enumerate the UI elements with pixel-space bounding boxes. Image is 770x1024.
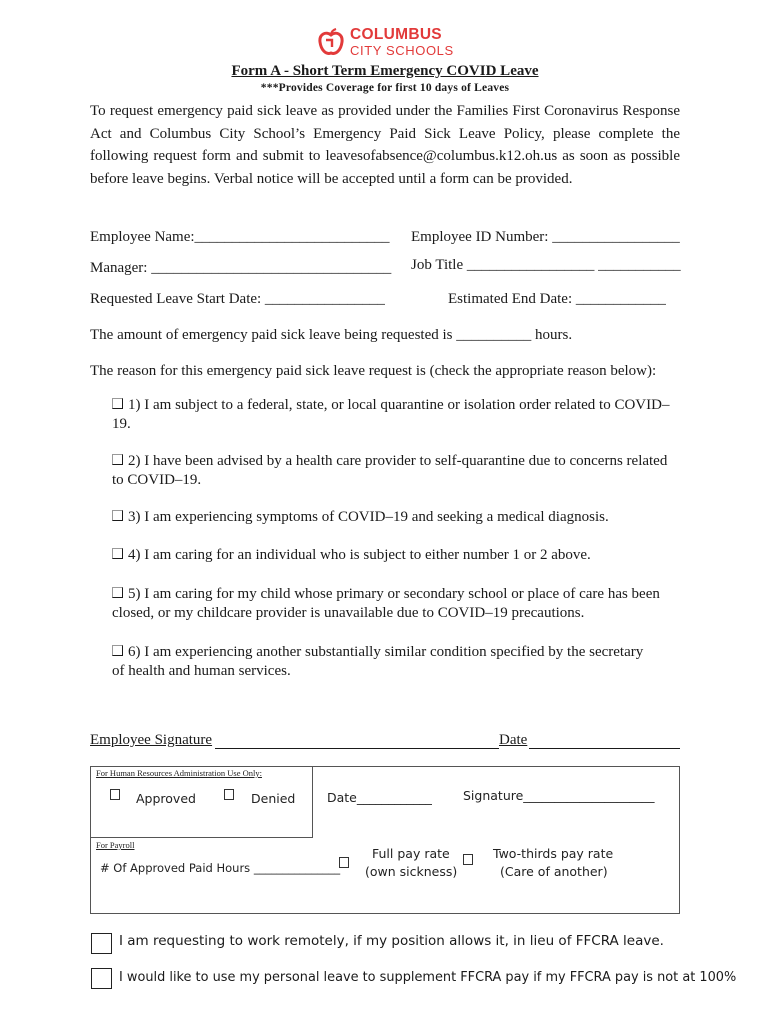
approved-hours-field[interactable]: # Of Approved Paid Hours _______________	[100, 861, 341, 875]
personal-leave-label: I would like to use my personal leave to supplement FFCRA pay if my FFCRA pay is not at 100%	[119, 970, 737, 985]
leave-amount-field[interactable]: The amount of emergency paid sick leave being requested is __________ hours.	[90, 327, 573, 343]
two-thirds-label-2: (Care of another)	[500, 864, 608, 879]
full-pay-checkbox[interactable]	[339, 857, 349, 868]
hr-signature-field[interactable]: Signature_____________________	[463, 788, 655, 803]
hr-divider-vertical	[312, 766, 313, 838]
reason-option-1[interactable]	[90, 396, 682, 434]
full-pay-label-1: Full pay rate	[372, 846, 450, 861]
form-title: Form A - Short Term Emergency COVID Leave	[231, 63, 539, 79]
date-label: Date	[499, 732, 528, 748]
reason-1-line2: 19.	[112, 416, 131, 432]
hr-heading: For Human Resources Administration Use Only:	[96, 768, 262, 778]
signature-underline	[215, 748, 499, 749]
logo-line2: CITY SCHOOLS	[350, 42, 454, 58]
reason-intro: The reason for this emergency paid sick leave request is (check the appropriate reason below):	[90, 363, 657, 379]
checkbox-icon[interactable]	[112, 398, 123, 409]
manager-field[interactable]: Manager: ________________________________	[90, 260, 392, 276]
reason-option-4[interactable]	[90, 546, 682, 565]
two-thirds-label-1: Two-thirds pay rate	[493, 846, 614, 861]
logo-line1: COLUMBUS	[350, 26, 442, 44]
employee-name-field[interactable]: Employee Name:__________________________	[90, 229, 390, 245]
estimated-end-date-field[interactable]: Estimated End Date: ____________	[448, 291, 666, 307]
checkbox-icon[interactable]	[112, 548, 123, 559]
reason-6-line2: of health and human services.	[112, 663, 291, 679]
remote-work-label: I am requesting to work remotely, if my position allows it, in lieu of FFCRA leave.	[119, 933, 664, 949]
remote-work-checkbox[interactable]	[91, 933, 112, 954]
reason-option-2[interactable]	[90, 452, 682, 490]
checkbox-icon[interactable]	[112, 587, 123, 598]
reason-option-3[interactable]	[90, 508, 682, 527]
checkbox-icon[interactable]	[112, 645, 123, 656]
employee-signature-row[interactable]	[90, 732, 682, 752]
denied-label: Denied	[251, 791, 296, 806]
hr-date-field[interactable]: Date____________	[327, 790, 432, 805]
two-thirds-pay-checkbox[interactable]	[463, 854, 473, 865]
reason-option-5[interactable]	[90, 585, 682, 623]
payroll-heading: For Payroll	[96, 840, 135, 850]
reason-2-line1: 2) I have been advised by a health care provider to self-quarantine due to concerns related	[128, 453, 668, 469]
date-underline	[529, 748, 680, 749]
denied-checkbox[interactable]	[224, 789, 234, 800]
reason-2-line2: to COVID–19.	[112, 472, 202, 488]
personal-leave-checkbox[interactable]	[91, 968, 112, 989]
full-pay-label-2: (own sickness)	[365, 864, 458, 879]
employee-signature-label: Employee Signature	[90, 732, 213, 748]
reason-4-line1: 4) I am caring for an individual who is subject to either number 1 or 2 above.	[128, 547, 591, 563]
approved-label: Approved	[136, 791, 196, 806]
reason-3-line1: 3) I am experiencing symptoms of COVID–19 and seeking a medical diagnosis.	[128, 509, 609, 525]
employee-id-field[interactable]: Employee ID Number: _________________	[411, 229, 680, 245]
reason-5-line1: 5) I am caring for my child whose primary or secondary school or place of care has been	[128, 586, 660, 602]
job-title-field[interactable]: Job Title _________________ ___________	[411, 257, 681, 273]
apple-logo-icon	[318, 28, 344, 56]
reason-6-line1: 6) I am experiencing another substantially similar condition specified by the secretary	[128, 644, 644, 660]
approved-checkbox[interactable]	[110, 789, 120, 800]
columbus-city-schools-logo	[318, 27, 454, 57]
intro-paragraph: To request emergency paid sick leave as provided under the Families First Coronavirus Response Act and Columbus City School’s Emergency Paid Sick Leave Policy, please complete the following request form and submit to leavesofabsence@columbus.k12.oh.us as soon as possible before leave begins. Verbal notice will be accepted until a form can be provided.	[90, 103, 680, 187]
form-subtitle: ***Provides Coverage for first 10 days of Leaves	[260, 82, 510, 94]
leave-start-date-field[interactable]: Requested Leave Start Date: ________________	[90, 291, 385, 307]
checkbox-icon[interactable]	[112, 454, 123, 465]
reason-5-line2: closed, or my childcare provider is unavailable due to COVID–19 precautions.	[112, 605, 585, 621]
checkbox-icon[interactable]	[112, 510, 123, 521]
reason-option-6[interactable]	[90, 643, 682, 681]
reason-1-line1: 1) I am subject to a federal, state, or local quarantine or isolation order related to COVID–	[128, 397, 670, 413]
hr-divider-horizontal	[90, 837, 312, 838]
